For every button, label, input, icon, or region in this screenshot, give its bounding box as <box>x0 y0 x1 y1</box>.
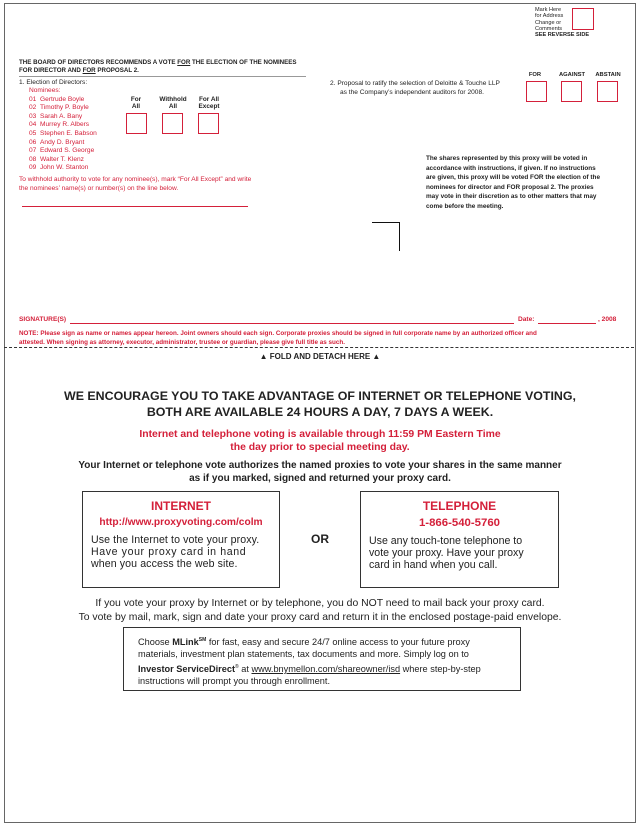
telephone-title: TELEPHONE <box>422 499 497 513</box>
nominee-item <box>29 96 97 105</box>
col-header-line: Except <box>198 103 220 111</box>
signature-note-line: attested. When signing as attorney, executor, administrator, trustee or guardian, please give full title as such. <box>19 338 346 346</box>
col-header-line: For <box>130 96 142 103</box>
internet-line: when you access the web site. <box>91 558 238 570</box>
mlink-text <box>138 634 520 688</box>
col-proposal-abstain: ABSTAIN <box>595 72 621 78</box>
registration-mark <box>372 222 400 251</box>
nominees-label: Nominees: <box>29 87 61 94</box>
or-label: OR <box>311 532 329 546</box>
address-change-line: Mark Here <box>535 7 562 13</box>
mail-note-line: To vote by mail, mark, sign and date your proxy card and return it in the enclosed postage-paid envelope. <box>78 612 562 623</box>
nominee-name: Sarah A. Bany <box>40 112 83 120</box>
internet-box <box>82 491 280 588</box>
availability-line: Internet and telephone voting is available through 11:59 PM Eastern Time <box>139 429 501 440</box>
fold-detach-label: ▲ FOLD AND DETACH HERE ▲ <box>259 352 381 361</box>
nominee-name: Murrey R. Albers <box>40 121 90 129</box>
shares-note <box>426 154 618 212</box>
withhold-instructions <box>19 176 251 193</box>
election-title: 1. Election of Directors: <box>19 79 88 86</box>
board-for-underlined: FOR <box>82 66 96 74</box>
mlink-box <box>123 627 521 691</box>
proposal-line: 2. Proposal to ratify the selection of Deloitte & Touche LLP <box>330 80 500 87</box>
mlink-line: materials, investment plan statements, tax documents and more. Simply log on to <box>138 649 469 660</box>
mlink-brand: MLink <box>172 637 199 648</box>
nominee-number: 03 <box>29 112 37 120</box>
col-header-line: All <box>168 103 178 111</box>
detach-line <box>4 347 634 348</box>
encourage-line: WE ENCOURAGE YOU TO TAKE ADVANTAGE OF INTERNET OR TELEPHONE VOTING, <box>64 389 576 403</box>
signature-note-line: NOTE: Please sign as name or names appear hereon. Joint owners should each sign. Corporate proxies should be signed in full corporate name by an authorized officer and <box>19 330 537 337</box>
nominees-block <box>29 87 97 173</box>
internet-line: Use the Internet to vote your proxy. <box>91 534 260 546</box>
mlink-servicemark: SM <box>198 637 207 643</box>
col-withhold-all <box>156 96 190 110</box>
internet-line: Have your proxy card in hand <box>91 546 247 558</box>
signature-note <box>19 330 625 347</box>
signature-line[interactable] <box>70 323 514 324</box>
telephone-instructions <box>369 535 558 571</box>
for-all-checkbox[interactable] <box>126 113 147 134</box>
board-text: THE BOARD OF DIRECTORS RECOMMENDS A VOTE <box>19 59 178 66</box>
nominee-number: 07 <box>29 147 37 155</box>
proposal-for-checkbox[interactable] <box>526 81 547 102</box>
nominee-item <box>29 147 97 156</box>
telephone-line: Use any touch-tone telephone to <box>369 535 523 547</box>
proposal-against-checkbox[interactable] <box>561 81 582 102</box>
shares-note-line: are given, this proxy will be voted FOR the election of the <box>426 174 600 182</box>
telephone-line: card in hand when you call. <box>369 559 498 571</box>
mail-note <box>0 597 640 625</box>
telephone-box <box>360 491 559 588</box>
nominee-item <box>29 156 97 165</box>
availability-note <box>0 428 640 455</box>
shares-note-line: nominees for director and FOR proposal 2. The proxies <box>426 183 594 191</box>
nominee-write-in-line[interactable] <box>22 206 248 207</box>
mlink-text-part: at <box>238 663 252 674</box>
telephone-line: vote your proxy. Have your proxy <box>369 547 524 559</box>
address-change-line: for Address <box>535 13 564 20</box>
internet-url[interactable]: http://www.proxyvoting.com/colm <box>99 517 263 528</box>
shares-note-line: may vote in their discretion as to other matters that may <box>426 193 597 201</box>
encourage-heading <box>0 389 640 420</box>
nominee-number: 02 <box>29 104 37 112</box>
shares-note-line: come before the meeting. <box>426 202 504 210</box>
encourage-line: BOTH ARE AVAILABLE 24 HOURS A DAY, 7 DAYS A WEEK. <box>146 404 494 419</box>
nominee-number: 08 <box>29 155 37 163</box>
nominee-item <box>29 139 97 148</box>
internet-instructions <box>91 534 279 570</box>
for-all-except-checkbox[interactable] <box>198 113 219 134</box>
col-proposal-for: FOR <box>528 72 542 78</box>
board-text: FOR DIRECTOR AND <box>19 66 83 74</box>
shares-note-line: The shares represented by this proxy will be voted in <box>426 155 588 162</box>
nominee-number: 01 <box>29 95 37 103</box>
nominee-item <box>29 164 97 173</box>
proposal-2 <box>330 80 500 97</box>
col-for-all-except <box>194 96 224 110</box>
address-change-line: Change or <box>535 19 562 26</box>
nominee-item <box>29 121 97 130</box>
mail-note-line: If you vote your proxy by Internet or by telephone, you do NOT need to mail back your proxy card. <box>95 598 545 609</box>
mlink-text-part: Choose <box>138 637 173 648</box>
col-header-line: All <box>131 103 141 111</box>
nominee-name: Timothy P. Boyle <box>40 104 89 112</box>
availability-line: the day prior to special meeting day. <box>230 442 410 454</box>
registered-mark: ® <box>235 663 239 670</box>
col-header-line: Withhold <box>159 96 187 103</box>
telephone-number[interactable]: 1-866-540-5760 <box>418 517 501 529</box>
nominee-number: 05 <box>29 129 37 137</box>
board-divider <box>19 76 306 77</box>
proposal-line: as the Company’s independent auditors for 2008. <box>340 88 484 96</box>
address-change-checkbox[interactable] <box>572 8 594 30</box>
mlink-line: instructions will prompt you through enrollment. <box>138 676 331 687</box>
board-for-underlined: FOR <box>177 59 191 66</box>
nominee-name: Edward S. George <box>40 147 95 155</box>
internet-title: INTERNET <box>151 499 211 513</box>
nominee-name: Andy D. Bryant <box>40 138 85 146</box>
withhold-all-checkbox[interactable] <box>162 113 183 134</box>
col-proposal-against: AGAINST <box>558 72 586 78</box>
col-header-line: For All <box>199 96 219 103</box>
col-for-all <box>122 96 150 110</box>
nominee-item <box>29 104 97 113</box>
nominee-name: John W. Stanton <box>40 164 89 172</box>
authorize-line: as if you marked, signed and returned your proxy card. <box>189 473 451 484</box>
board-recommendation <box>19 59 297 74</box>
board-text: PROPOSAL 2. <box>95 66 139 74</box>
mlink-text-part: where step-by-step <box>400 663 481 674</box>
board-text: THE ELECTION OF THE NOMINEES <box>190 59 297 66</box>
nominee-item <box>29 113 97 122</box>
mlink-text-part: for fast, easy and secure 24/7 online access to your future proxy <box>206 637 470 648</box>
nominee-item <box>29 130 97 139</box>
nominee-name: Walter T. Klenz <box>40 155 84 163</box>
shares-note-line: accordance with instructions, if given. If no instructions <box>426 164 596 172</box>
nominee-number: 04 <box>29 121 37 129</box>
signature-label: SIGNATURE(S) <box>19 316 67 323</box>
nominee-name: Gertrude Boyle <box>40 95 85 103</box>
withhold-line: To withhold authority to vote for any nominee(s), mark “For All Except” and write <box>19 176 252 183</box>
authorize-line: Your Internet or telephone vote authorizes the named proxies to vote your shares in the same manner <box>78 460 562 471</box>
withhold-line: the nominees’ name(s) or number(s) on the line below. <box>19 184 179 192</box>
date-label: Date: <box>518 316 535 323</box>
date-line[interactable] <box>538 323 596 324</box>
address-change-line: Comments <box>535 25 563 32</box>
mlink-url-link[interactable]: www.bnymellon.com/shareowner/isd <box>251 663 401 674</box>
nominee-number: 09 <box>29 164 37 172</box>
date-year: , 2008 <box>598 316 617 323</box>
nominee-number: 06 <box>29 138 37 146</box>
proposal-abstain-checkbox[interactable] <box>597 81 618 102</box>
investor-service-direct: Investor ServiceDirect <box>138 663 236 674</box>
see-reverse-side: SEE REVERSE SIDE <box>535 32 590 39</box>
nominee-name: Stephen E. Babson <box>40 129 97 137</box>
authorize-note <box>0 459 640 485</box>
